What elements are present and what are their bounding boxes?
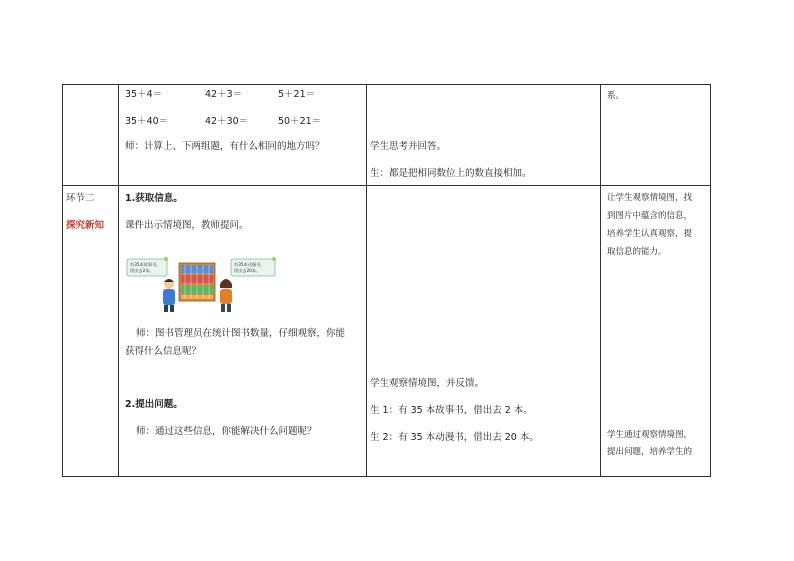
step2-question: 师：通过这些信息，你能解决什么问题呢？	[136, 426, 317, 437]
table-border-left	[62, 84, 63, 477]
step1-intro: 课件出示情境图，教师提问。	[125, 220, 249, 231]
bubble-right-dot	[272, 257, 276, 261]
intent-step2-line2: 提出问题，培养学生的	[607, 447, 693, 457]
intent-step1-line2: 到图片中蕴含的信息，	[607, 211, 693, 221]
table-divider-2	[366, 84, 367, 477]
student-action-1: 学生思考并回答。	[370, 141, 447, 152]
intent-tail: 系。	[607, 91, 625, 101]
table-border-bottom	[62, 476, 711, 477]
student-answer-3: 生 2：有 35 本动漫书，借出去 20 本。	[370, 432, 539, 443]
student-answer-2: 生 1：有 35 本故事书，借出去 2 本。	[370, 405, 533, 416]
bubble-left-dot	[164, 257, 168, 261]
step1-question-line2: 获得什么信息呢？	[125, 346, 202, 357]
library-scene-illustration	[125, 257, 277, 313]
table-border-right	[710, 84, 711, 477]
calc-r2-c3: 50＋21＝	[278, 116, 322, 127]
bubble-left-line1: 有35本故事书，	[130, 262, 161, 267]
calc-r1-c3: 5＋21＝	[278, 89, 316, 100]
calc-r1-c1: 35＋4＝	[125, 89, 163, 100]
library-scene-svg	[125, 257, 277, 313]
intent-step1-line3: 培养学生认真观察，提	[607, 229, 693, 239]
calc-r2-c1: 35＋40＝	[125, 116, 169, 127]
section-name: 探究新知	[66, 220, 105, 231]
table-divider-3	[600, 84, 601, 477]
section-number: 环节二	[66, 193, 95, 204]
intent-step2-line1: 学生通过观察情境图，	[607, 430, 693, 440]
bubble-left-line2: 借出去2本。	[130, 268, 154, 273]
step1-title: 1.获取信息。	[125, 193, 183, 204]
student-action-2: 学生观察情境图，并反馈。	[370, 378, 485, 389]
step2-title: 2.提出问题。	[125, 399, 183, 410]
intent-step1-line1: 让学生观察情境图，找	[607, 193, 693, 203]
student-answer-1: 生：都是把相同数位上的数直接相加。	[370, 168, 532, 179]
table-divider-1	[118, 84, 119, 477]
step1-question-line1: 师：图书管理员在统计图书数量，仔细观察，你能	[136, 328, 346, 339]
intent-step1-line4: 取信息的能力。	[607, 247, 667, 257]
bubble-right-line2: 借出去20本。	[234, 268, 261, 273]
boy-figure	[163, 279, 175, 312]
bubble-right-line1: 有35本动漫书，	[234, 262, 265, 267]
table-border-top	[62, 84, 711, 85]
calc-r1-c2: 42＋3＝	[205, 89, 243, 100]
table-row-divider	[62, 185, 711, 186]
girl-figure	[220, 279, 232, 312]
teacher-question-1: 师：计算上、下两组题，有什么相同的地方吗？	[125, 141, 325, 152]
calc-r2-c2: 42＋30＝	[205, 116, 249, 127]
